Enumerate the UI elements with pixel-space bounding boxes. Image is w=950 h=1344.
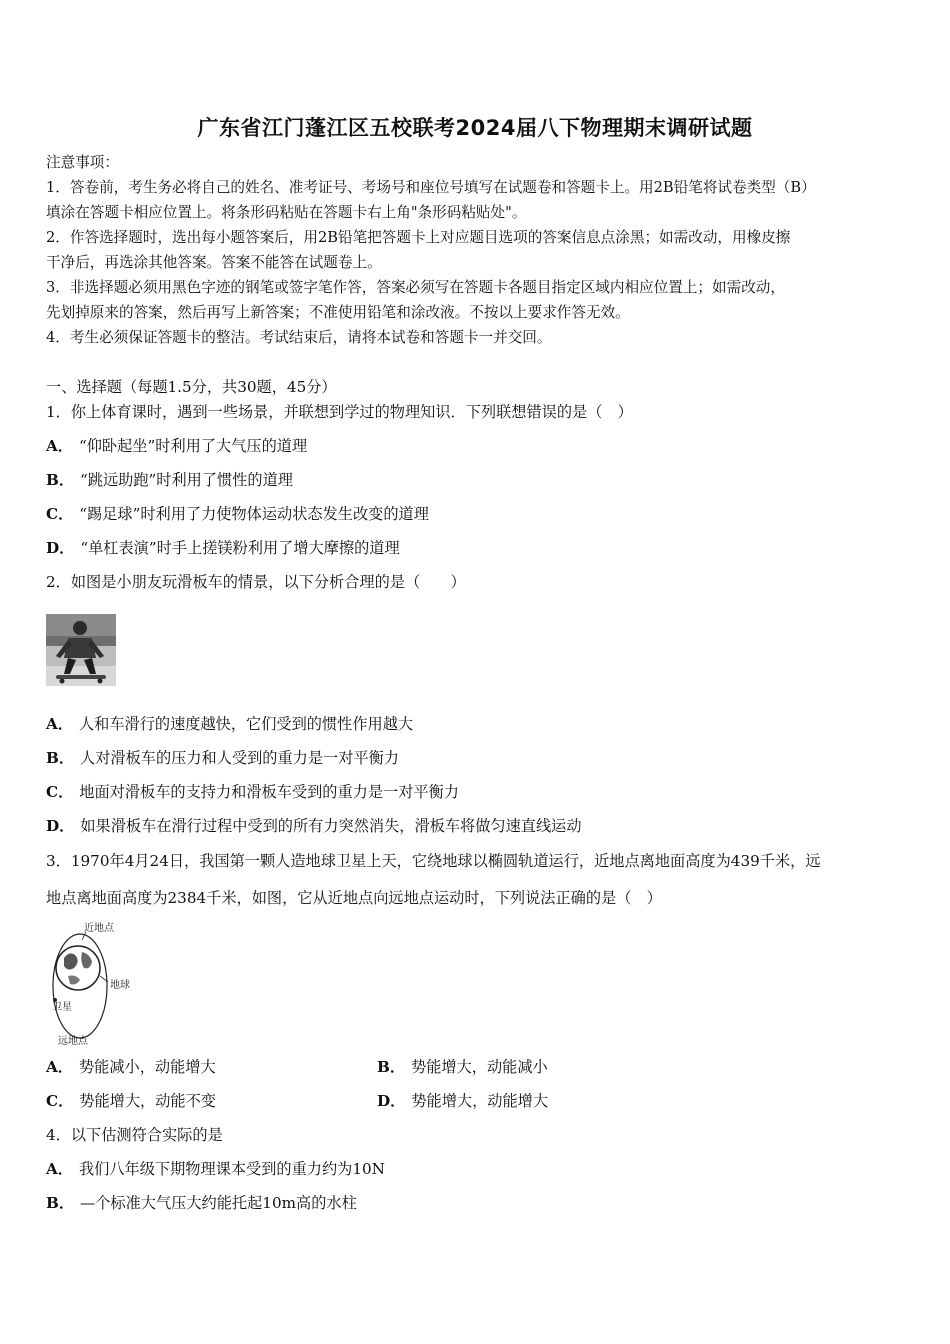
q2-option-a: A． 人和车滑行的速度越快，它们受到的惯性作用越大 [46,715,414,733]
q4-option-b: B． —个标准大气压大约能托起10m高的水柱 [46,1194,357,1212]
question-3-stem-line-2: 地点离地面高度为2384千米，如图，它从近地点向远地点运动时，下列说法正确的是（ ） [46,889,662,907]
question-4-stem: 4．以下估测符合实际的是 [46,1126,223,1144]
notice-line: 1．答卷前，考生务必将自己的姓名、准考证号、考场号和座位号填写在试题卷和答题卡上。用2B铅笔将试卷类型（B） [46,179,816,196]
section-heading: 一、选择题（每题1.5分，共30题，45分） [46,378,337,396]
notice-line: 3．非选择题必须用黑色字迹的钢笔或签字笔作答，答案必须写在答题卡各题目指定区域内相应位置上；如需改动， [46,279,785,296]
label-near-point: 近地点 [84,923,114,934]
notice-line: 2．作答选择题时，选出每小题答案后，用2B铅笔把答题卡上对应题目选项的答案信息点涂黑；如需改动，用橡皮擦 [46,229,791,246]
notice-line: 填涂在答题卡相应位置上。将条形码粘贴在答题卡右上角"条形码粘贴处"。 [46,204,527,221]
q1-option-c: C． “踢足球”时利用了力使物体运动状态发生改变的道理 [46,505,429,523]
q2-option-b: B． 人对滑板车的压力和人受到的重力是一对平衡力 [46,749,399,767]
skateboard-photo [46,614,116,686]
satellite-orbit-diagram [46,920,146,1046]
question-3-stem-line-1: 3．1970年4月24日，我国第一颗人造地球卫星上天，它绕地球以椭圆轨道运行，近地点离地面高度为439千米，远 [46,852,821,870]
question-2-stem: 2．如图是小朋友玩滑板车的情景，以下分析合理的是（ ） [46,573,466,591]
notice-line: 4．考生必须保证答题卡的整洁。考试结束后，请将本试卷和答题卡一并交回。 [46,329,552,346]
notice-line: 先划掉原来的答案，然后再写上新答案；不准使用铅笔和涂改液。不按以上要求作答无效。 [46,304,630,321]
q2-option-c: C． 地面对滑板车的支持力和滑板车受到的重力是一对平衡力 [46,783,459,801]
q3-option-c: C． 势能增大，动能不变 [46,1092,216,1110]
q3-option-b: B． 势能增大，动能减小 [377,1058,548,1076]
q3-option-d: D． 势能增大，动能增大 [377,1092,549,1110]
q1-option-b: B． “跳远助跑”时利用了惯性的道理 [46,471,293,489]
q4-option-a: A． 我们八年级下期物理课本受到的重力约为10N [46,1160,385,1178]
label-satellite: 卫星 [52,1002,72,1013]
exam-title: 广东省江门蓬江区五校联考2024届八下物理期末调研试题 [197,116,753,140]
q2-option-d: D． 如果滑板车在滑行过程中受到的所有力突然消失，滑板车将做匀速直线运动 [46,817,582,835]
question-1-stem: 1．你上体育课时，遇到一些场景，并联想到学过的物理知识．下列联想错误的是（ ） [46,403,633,421]
q1-option-d: D． “单杠表演”时手上搓镁粉利用了增大摩擦的道理 [46,539,400,557]
notice-line: 干净后，再选涂其他答案。答案不能答在试题卷上。 [46,254,382,271]
label-earth: 地球 [110,980,130,991]
notice-heading: 注意事项： [46,154,119,171]
label-far-point: 远地点 [58,1036,88,1046]
q1-option-a: A． “仰卧起坐”时利用了大气压的道理 [46,437,308,455]
q3-option-a: A． 势能减小，动能增大 [46,1058,216,1076]
